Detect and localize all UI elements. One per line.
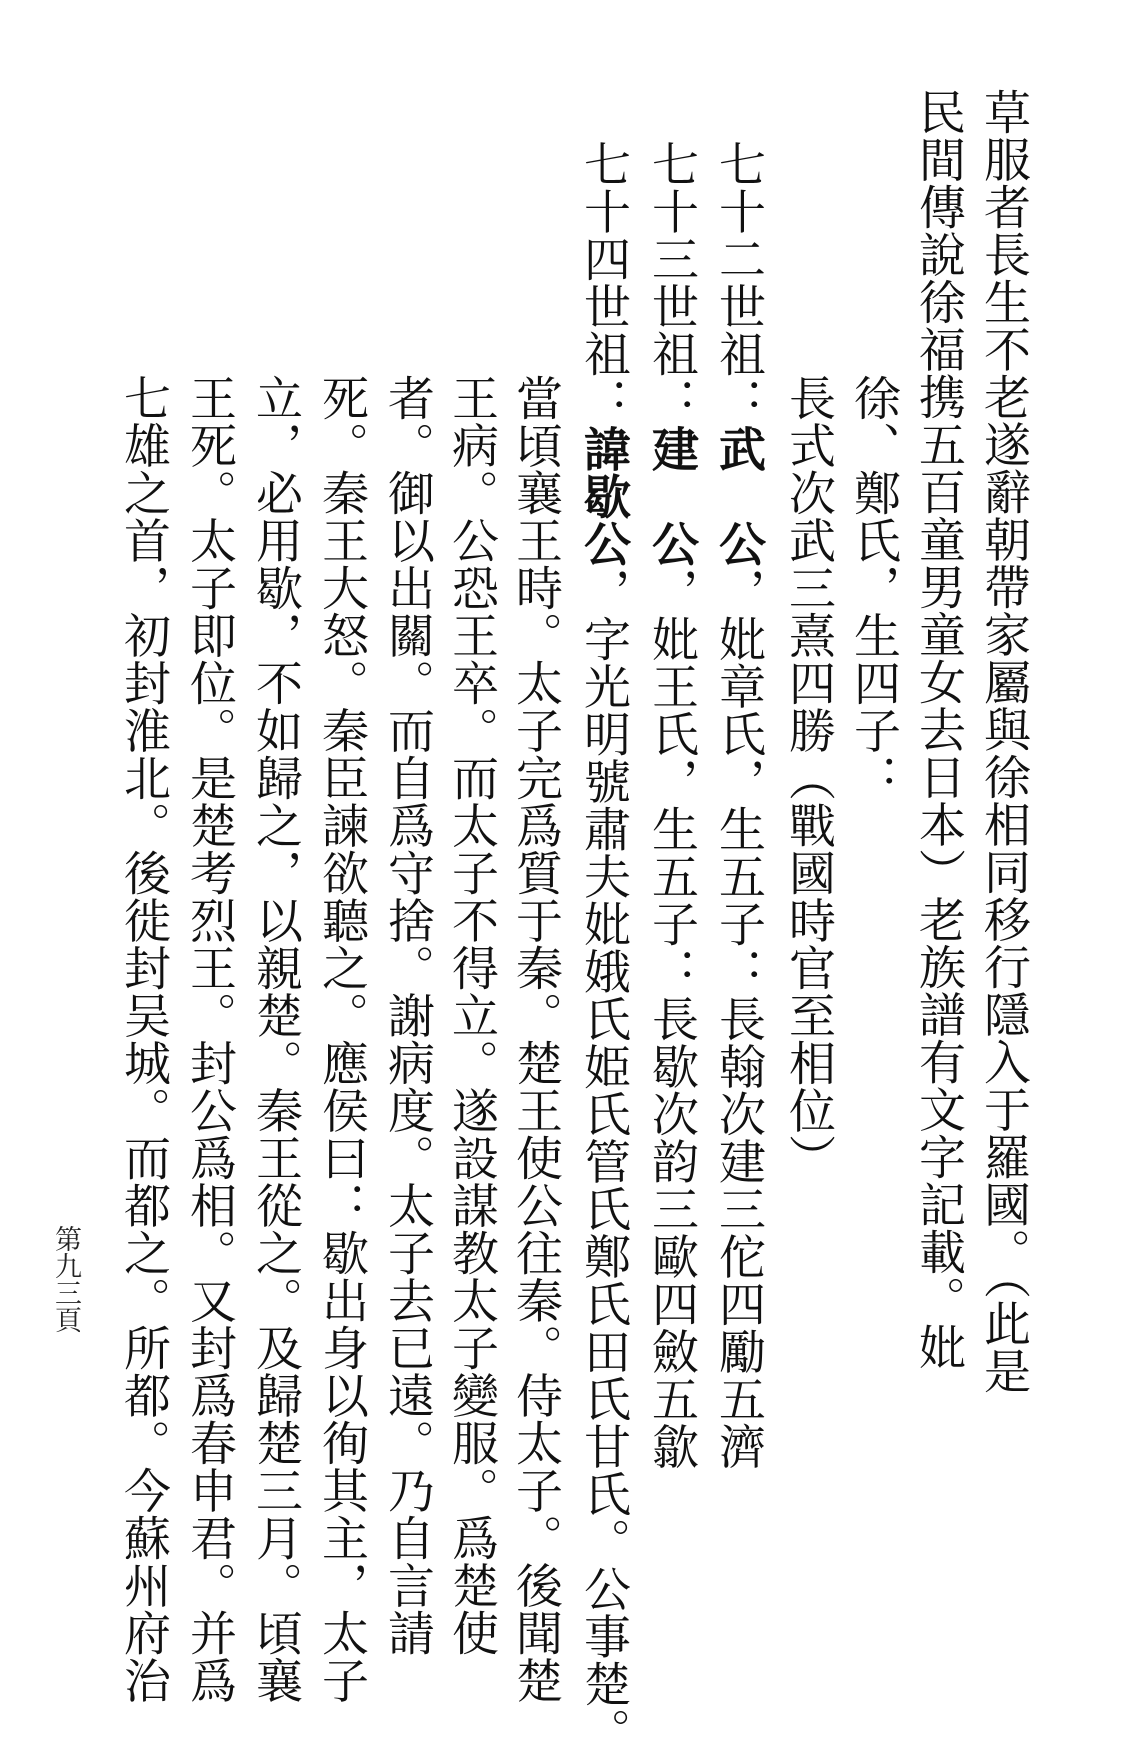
generation-72-text: ，妣章氏，生五子：長翰次建三佗四勵五濟 [711, 568, 766, 1471]
generation-74-column [580, 140, 627, 1755]
text-column-11: 死。秦王大怒。秦臣諫欲聽之。應侯曰：歇出身以徇其主，太子 [318, 374, 365, 1704]
text-column-2: 民間傳說徐福携五百童男童女去日本）老族譜有文字記載。妣 [915, 88, 962, 1371]
text-column-10: 者。御以出關。而自爲守捨。謝病度。太子去已遠。乃自言請 [384, 374, 431, 1657]
page-number: 第九三頁 [52, 1225, 79, 1333]
text-column-3: 徐、鄭氏，生四子： [850, 374, 897, 802]
text-column-12: 立，必用歇，不如歸之，以親楚。秦王從之。及歸楚三月。頃襄 [252, 374, 299, 1704]
generation-74-label: 七十四世祖： [576, 140, 631, 425]
text-column-14: 七雄之首，初封淮北。後徙封吴城。而都之。所都。今蘇州府治 [120, 374, 167, 1704]
generation-72-name: 武 公 [711, 425, 766, 568]
generation-73-text: ，妣王氏，生五子：長歇次韵三歐四斂五歙 [644, 568, 699, 1471]
generation-74-name: 諱歇公 [576, 425, 631, 568]
generation-74-text: ，字光明號肅夫妣娥氏姫氏管氏鄭氏田氏甘氏。公事楚。 [576, 568, 631, 1755]
text-column-9: 王病。公恐王卒。而太子不得立。遂設謀教太子變服。爲楚使 [448, 374, 495, 1657]
generation-72-label: 七十二世祖： [711, 140, 766, 425]
text-column-8: 當頃襄王時。太子完爲質于秦。楚王使公往秦。侍太子。後聞楚 [512, 374, 559, 1704]
text-column-1: 草服者長生不老遂辭朝帶家屬與徐相同移行隱入于羅國。（此是 [980, 88, 1027, 1395]
generation-73-name: 建 公 [644, 425, 699, 568]
generation-73-column [648, 140, 695, 1470]
text-column-4: 長式次武三熹四勝（戰國時官至相位） [785, 374, 832, 1182]
text-column-13: 王死。太子即位。是楚考烈王。封公爲相。又封爲春申君。并爲 [186, 374, 233, 1704]
generation-72-column [715, 140, 762, 1470]
generation-73-label: 七十三世祖： [644, 140, 699, 425]
